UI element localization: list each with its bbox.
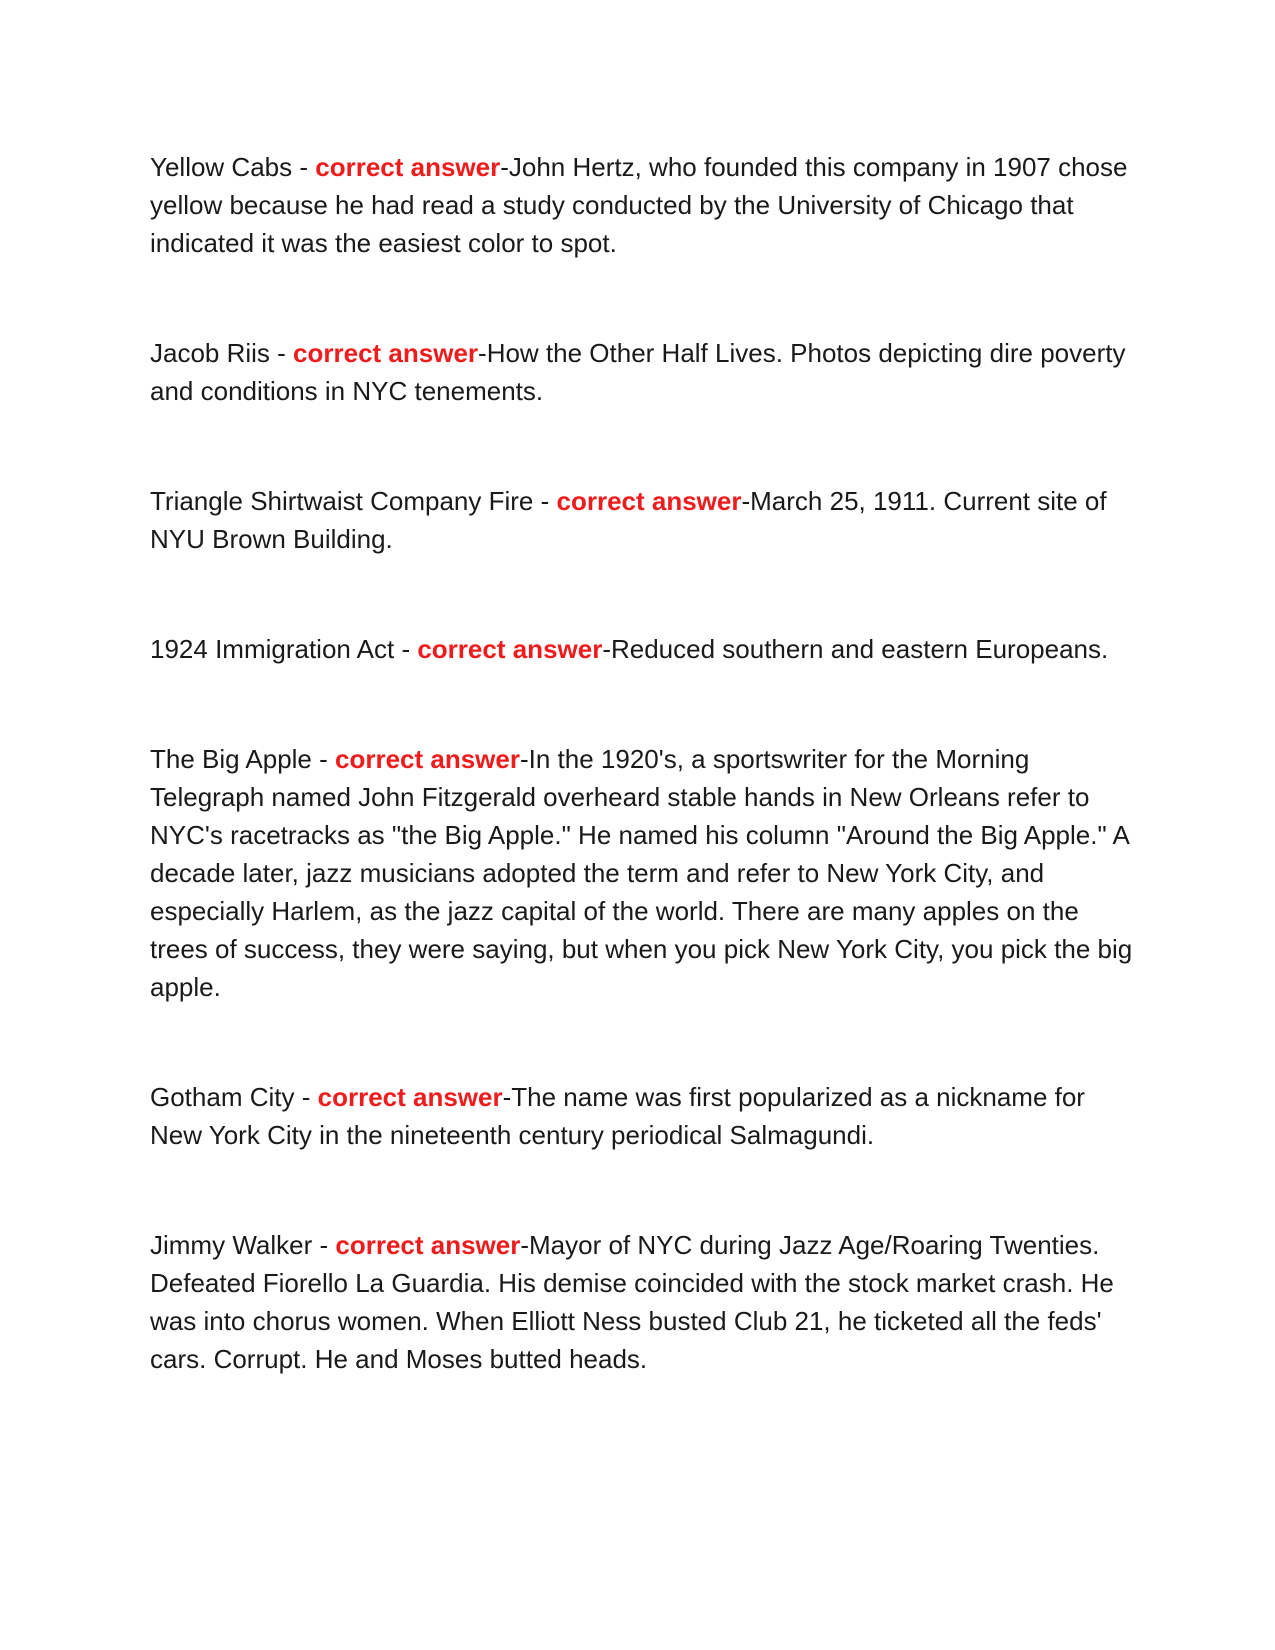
entry-answer: -Mayor of NYC during Jazz Age/Roaring Twenties. Defeated Fiorello La Guardia. His demise coincided with the stock market crash. He was into chorus women. When Elliott Ness busted Club 21, he ticketed all the feds' cars. Corrupt. He and Moses butted heads.: [150, 1230, 1114, 1374]
correct-answer-label: correct answer: [335, 1230, 521, 1260]
correct-answer-label: correct answer: [317, 1082, 503, 1112]
entry-list: [150, 148, 1140, 1450]
entry-gotham-city: [150, 1078, 1140, 1154]
entry-the-big-apple: [150, 740, 1140, 1006]
entry-yellow-cabs: [150, 148, 1140, 262]
entry-term: Jacob Riis: [150, 338, 270, 368]
correct-answer-label: correct answer: [417, 634, 603, 664]
correct-answer-label: correct answer: [556, 486, 742, 516]
entry-separator: -: [311, 744, 335, 774]
entry-term: Gotham City: [150, 1082, 295, 1112]
entry-separator: -: [312, 1230, 336, 1260]
entry-1924-immigration-act: [150, 630, 1140, 668]
entry-answer: -John Hertz, who founded this company in 1907 chose yellow because he had read a study conducted by the University of Chicago that indicated it was the easiest color to spot.: [150, 152, 1128, 258]
correct-answer-label: correct answer: [315, 152, 501, 182]
entry-separator: -: [533, 486, 557, 516]
entry-answer: -The name was first popularized as a nickname for New York City in the nineteenth century periodical Salmagundi.: [150, 1082, 1085, 1150]
entry-separator: -: [269, 338, 294, 368]
correct-answer-label: correct answer: [293, 338, 479, 368]
entry-term: The Big Apple: [150, 744, 312, 774]
entry-jacob-riis: [150, 334, 1140, 410]
entry-term: Jimmy Walker: [150, 1230, 313, 1260]
entry-answer: -March 25, 1911. Current site of NYU Brown Building.: [150, 486, 1107, 554]
entry-triangle-shirtwaist-fire: [150, 482, 1140, 558]
entry-answer: -Reduced southern and eastern Europeans.: [602, 634, 1109, 664]
entry-term: Yellow Cabs: [150, 152, 293, 182]
entry-term: 1924 Immigration Act: [150, 634, 395, 664]
correct-answer-label: correct answer: [335, 744, 520, 774]
entry-term: Triangle Shirtwaist Company Fire: [150, 486, 534, 516]
entry-separator: -: [292, 152, 316, 182]
entry-answer: -How the Other Half Lives. Photos depicting dire poverty and conditions in NYC tenements.: [150, 338, 1126, 406]
entry-jimmy-walker: [150, 1226, 1140, 1378]
entry-answer: -In the 1920's, a sportswriter for the Morning Telegraph named John Fitzgerald overheard stable hands in New Orleans refer to NYC's racetracks as "the Big Apple." He named his column "Around the Big Apple." A decade later, jazz musicians adopted the term and refer to New York City, and especially Harlem, as the jazz capital of the world. There are many apples on the trees of success, they were saying, but when you pick New York City, you pick the big apple.: [150, 744, 1133, 1002]
entry-separator: -: [394, 634, 418, 664]
entry-separator: -: [294, 1082, 318, 1112]
